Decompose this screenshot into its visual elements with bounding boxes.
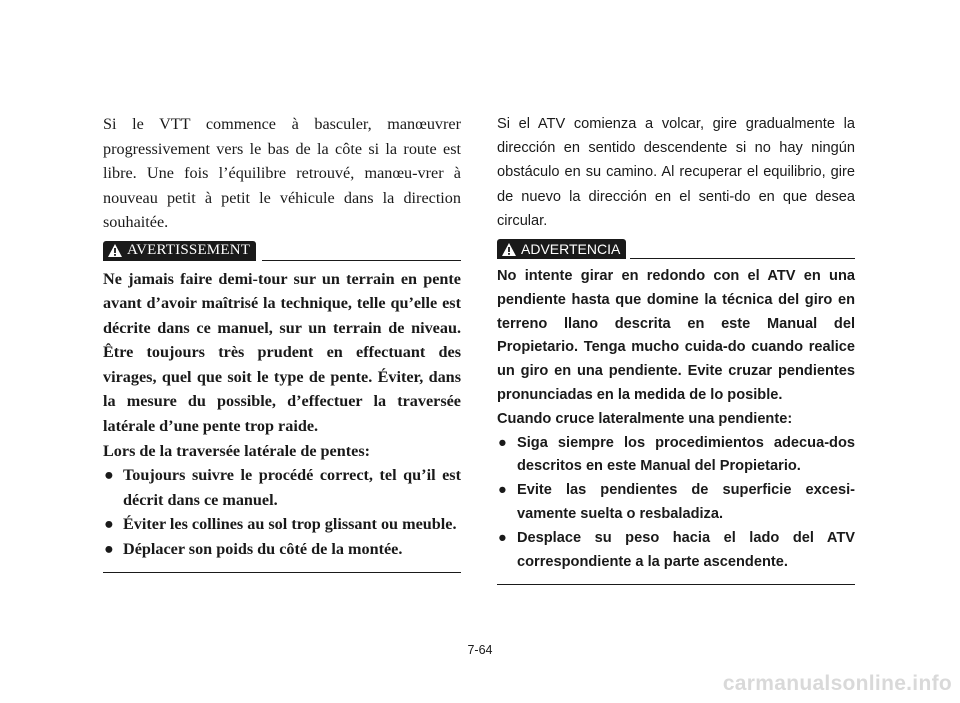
list-item: ● Evite las pendientes de superficie excesi-vamente suelta o resbaladiza. (497, 479, 855, 527)
list-item: ● Toujours suivre le procédé correct, tel qu’il est décrit dans ce manuel. (103, 463, 461, 512)
french-warning-text: Ne jamais faire demi-tour sur un terrain en pente avant d’avoir maîtrisé la technique, telle qu’elle est décrite dans ce manuel, sur un terrain de niveau. Être toujours très prudent en effectuant des virages, quel que soit le type de pente. Éviter, dans la mesure du possible, d’effectuer la traversée latérale d’une pente trop raide. (103, 269, 461, 436)
warning-triangle-icon (107, 243, 123, 258)
bullet-icon: ● (104, 515, 114, 534)
french-warning-body (103, 267, 461, 573)
french-bullet-list (103, 463, 461, 561)
bullet-icon: ● (498, 434, 507, 451)
french-warning-header (103, 239, 461, 261)
spanish-warning-header (497, 237, 855, 259)
french-intro-paragraph: Si le VTT commence à basculer, manœuvrer progressivement vers le bas de la côte si la route est libre. Une fois l’équilibre retrouvé, manœu-vrer à nouveau petit à petit le véhicule dans la direction souhaitée. (103, 115, 461, 231)
bullet-icon: ● (104, 540, 114, 559)
french-end-rule (103, 572, 461, 573)
french-warning-rule (262, 260, 461, 261)
bullet-icon: ● (104, 466, 114, 485)
french-warning-badge (103, 241, 256, 261)
list-item: ● Siga siempre los procedimientos adecua-dos descritos en este Manual del Propietario. (497, 432, 855, 480)
french-column (103, 112, 461, 573)
spanish-warning-rule (630, 258, 855, 259)
page-number: 7-64 (467, 643, 493, 657)
spanish-end-rule (497, 584, 855, 585)
spanish-bullet-list (497, 432, 855, 575)
spanish-intro-paragraph: Si el ATV comienza a volcar, gire gradualmente la dirección en sentido descendente si no hay ningún obstáculo en su camino. Al recuperar el equilibrio, gire de nuevo la dirección en el senti-do en que desea circular. (497, 116, 855, 229)
spanish-warning-text: No intente girar en redondo con el ATV en una pendiente hasta que domine la técnica del giro en terreno llano descrita en este Manual del Propietario. Tenga mucho cuida-do cuando realice un giro en una pendiente. Evite cruzar pendientes pronunciadas en la medida de lo posible. (497, 268, 855, 403)
bullet-icon: ● (498, 482, 507, 499)
spanish-warning-body (497, 265, 855, 585)
spanish-warning-badge (497, 239, 626, 259)
spanish-warning-label: ADVERTENCIA (521, 241, 621, 258)
warning-triangle-icon (501, 242, 517, 257)
spanish-list-heading: Cuando cruce lateralmente una pendiente: (497, 410, 793, 427)
list-item: ● Desplace su peso hacia el lado del ATV correspondiente a la parte ascendente. (497, 527, 855, 575)
french-list-heading: Lors de la traversée latérale de pentes: (103, 441, 371, 460)
spanish-column (497, 112, 855, 585)
french-warning-label: AVERTISSEMENT (127, 242, 251, 258)
list-item: ● Éviter les collines au sol trop glissant ou meuble. (103, 512, 461, 537)
bullet-icon: ● (498, 529, 507, 546)
watermark: carmanualsonline.info (722, 672, 952, 695)
list-item: ● Déplacer son poids du côté de la montée. (103, 537, 461, 562)
